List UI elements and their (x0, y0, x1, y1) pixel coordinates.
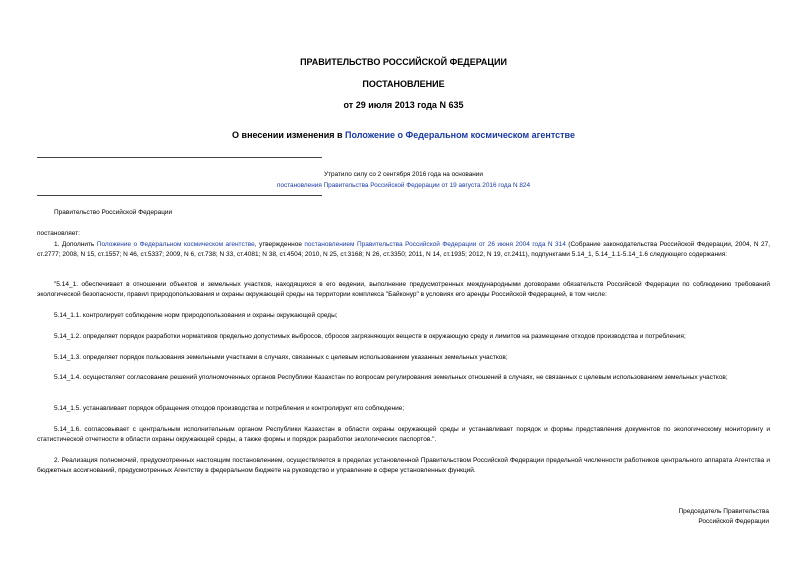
government-header: ПРАВИТЕЛЬСТВО РОССИЙСКОЙ ФЕДЕРАЦИИ (300, 57, 507, 67)
status-note (0, 169, 807, 191)
p1-prefix: 1. Дополнить (54, 241, 97, 248)
body-resolves: постановляет: (37, 230, 80, 237)
document-type: ПОСТАНОВЛЕНИЕ (362, 79, 445, 89)
item-5-14-1-3: 5.14_1.3. определяет порядок пользования земельными участками в случаях, связанных с целевым использованием указанных земельных участков; (54, 354, 508, 361)
p1-link-regulation[interactable]: Положение о Федеральном космическом агентстве (96, 241, 255, 248)
item-5-14-1: "5.14_1. обеспечивает в отношении объектов и земельных участков, находящихся в его ведении, выполнение предусмотренных международными договорами обязательств Российской Федерации по соблюдению требований экологической безопасности, правил природопользования и охраны окружающей среды на территории комплекса "Байконур" в условиях его аренды Российской Федерацией, в том числе: (37, 281, 770, 298)
item-5-14-1-2: 5.14_1.2. определяет порядок разработки нормативов предельно допустимых выбросов, сбросов загрязняющих веществ в окружающую среду и лимитов на размещение отходов производства и потребления; (54, 333, 686, 340)
signature-title: Председатель Правительства (678, 508, 769, 515)
divider-top (37, 157, 322, 158)
p1-suffix: (Собрание законодательства Российской Федерации, 2004, N 27, ст.2777; 2008, N 15, ст.1557; N 46, ст.5337; 2009, N 6, ст.738; N 33, ст.4081; N 38, ст.4504; 2010, N 25, ст.3168; N 26, ст.3350; 2011, N 14, ст.1935; 2012, N 19, ст.2411), подпунктами 5.14_1, 5.14_1.1-5.14_1.6 следующего содержания: (37, 241, 771, 258)
title-prefix: О внесении изменения в (232, 130, 346, 140)
body-government: Правительство Российской Федерации (54, 209, 173, 216)
paragraph-1 (37, 240, 770, 260)
p1-link-resolution[interactable]: постановлением Правительства Российской Федерации от 26 июня 2004 года N 314 (304, 241, 566, 248)
status-note-link[interactable]: постановления Правительства Российской Федерации от 19 августа 2016 года N 824 (276, 182, 531, 189)
paragraph-2: 2. Реализация полномочий, предусмотренных настоящим постановлением, осуществляется в пределах установленной Правительством Российской Федерации предельной численности работников центрального аппарата Агентства и бюджетных ассигнований, предусмотренных Агентству в федеральном бюджете на руководство и управление в сфере установленных функций. (37, 457, 770, 474)
p1-mid: , утвержденное (254, 241, 305, 248)
status-note-text: Утратило силу со 2 сентября 2016 года на основании (324, 171, 483, 178)
document-date-number: от 29 июля 2013 года N 635 (343, 100, 464, 110)
item-5-14-1-4: 5.14_1.4. осуществляет согласование решений уполномоченных органов Республики Казахстан по вопросам регулирования земельных отношений в случаях, не связанных с целевым использованием земельных участков; (54, 374, 728, 381)
item-5-14-1-1: 5.14_1.1. контролирует соблюдение норм природопользования и охраны окружающей среды; (54, 312, 338, 319)
item-5-14-1-6: 5.14_1.6. согласовывает с центральным исполнительным органом Республики Казахстан в области охраны окружающей среды и устанавливает порядок и формы представления документов по экологическому мониторингу и статистической отчетности в области охраны окружающей среды, а также формы и порядок разработки экологических паспортов.". (37, 426, 770, 443)
divider-bottom (37, 195, 322, 196)
signature-block (678, 507, 769, 527)
signature-org: Российской Федерации (698, 518, 769, 525)
title-link[interactable]: Положение о Федеральном космическом агентстве (345, 130, 575, 140)
item-5-14-1-5: 5.14_1.5. устанавливает порядок обращения отходов производства и потребления и контролирует его соблюдение; (54, 405, 405, 412)
document-title (0, 130, 807, 140)
